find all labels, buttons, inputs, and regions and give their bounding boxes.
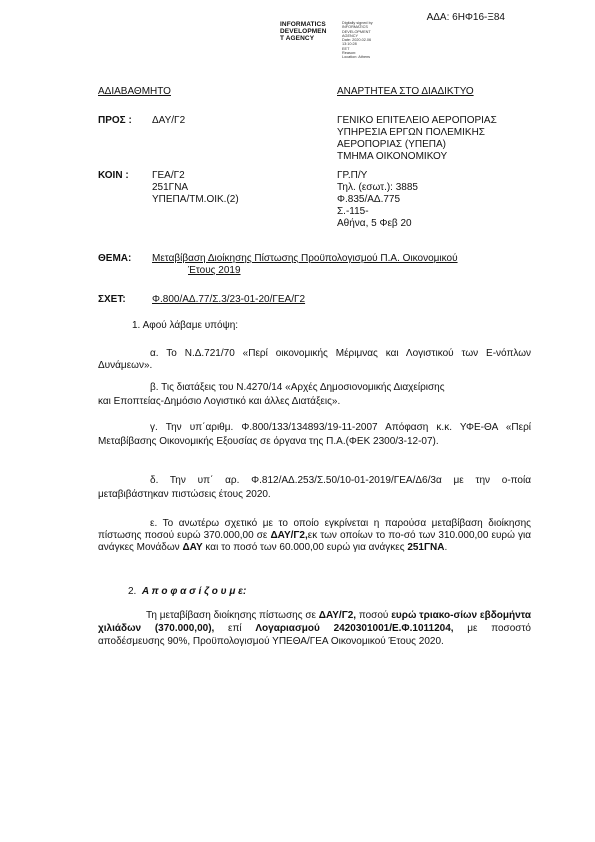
decision-paragraph: Τη μεταβίβαση διοίκησης πίστωσης σε ΔΑΥ/Γ2, ποσού ευρώ τριακο-σίων εβδομήντα χιλιάδων (370.000,00), επί Λογαριασμού 2420301001/Ε.Φ.1011204, με ποσοστό αποδέσμευσης 90%, Προϋπολογισμού ΥΠΕΘΑ/ΓΕΑ Οικονομικού Έτους 2020. — [98, 610, 532, 647]
reference-info: ΓΡ.Π/Υ Τηλ. (εσωτ.): 3885 Φ.835/ΑΔ.775 Σ.-115- Αθήνα, 5 Φεβ 20 — [337, 170, 418, 229]
signature-details: Digitally signed by INFORMATICS DEVELOPMENT AGENCY Date: 2020.02.06 13:10:28 EET Reason: Location: Athens — [342, 21, 373, 60]
item-e: ε. Το ανωτέρω σχετικό με το οποίο εγκρίνεται η παρούσα μεταβίβαση διοίκησης πίστωσης ποσού ευρώ 370.000,00 σε ΔΑΥ/Γ2,εκ των οποίων το πο-σό των 310.000,00 ευρώ για ανάγκες Μονάδων ΔΑΥ και το ποσό των 60.000,00 ευρώ για ανάγκες 251ΓΝΑ. — [98, 518, 531, 553]
classification-label: ΑΔΙΑΒΑΘΜΗΤΟ — [98, 86, 171, 97]
item-1-heading: 1. Αφού λάβαμε υπόψη: — [132, 320, 239, 331]
item-a: α. Το Ν.Δ.721/70 «Περί οικονομικής Μέριμνας και Λογιστικού των Ε-νόπλων Δυνάμεων». — [98, 348, 531, 371]
reference-value: Φ.800/ΑΔ.77/Σ.3/23-01-20/ΓΕΑ/Γ2 — [152, 294, 306, 305]
digital-signature-stamp — [280, 21, 380, 61]
item-g: γ. Την υπ΄αριθμ. Φ.800/133/134893/19-11-2007 Απόφαση κ.κ. ΥΦΕ-ΘΑ «Περί Μεταβίβασης Οικονομικής Εξουσίας σε όργανα της Π.Α.(ΦΕΚ 2300/3-12-07). — [98, 422, 531, 447]
koin-list: ΓΕΑ/Γ2 251ΓΝΑ ΥΠΕΠΑ/ΤΜ.ΟΙΚ.(2) — [152, 170, 239, 205]
ada-code: ΑΔΑ: 6ΗΦ16-Ξ84 — [426, 12, 505, 23]
sender-block: ΓΕΝΙΚΟ ΕΠΙΤΕΛΕΙΟ ΑΕΡΟΠΟΡΙΑΣ ΥΠΗΡΕΣΙΑ ΕΡΓΩΝ ΠΟΛΕΜΙΚΗΣ ΑΕΡΟΠΟΡΙΑΣ (ΥΠΕΠΑ) ΤΜΗΜΑ ΟΙΚΟΝΟΜΙΚΟΥ — [337, 115, 497, 162]
subject-label: ΘΕΜΑ: — [98, 253, 132, 264]
koin-label: ΚΟΙΝ : — [98, 170, 129, 181]
item-d: δ. Την υπ΄ αρ. Φ.812/ΑΔ.253/Σ.50/10-01-2019/ΓΕΑ/Δ6/3α με την ο-ποία μεταβιβάστηκαν πιστώσεις έτους 2020. — [98, 475, 531, 500]
item-b-line-2: και Εποπτείας-Δημόσιο Λογιστικό και άλλες Διατάξεις». — [98, 396, 341, 407]
to-value: ΔΑΥ/Γ2 — [152, 115, 186, 126]
reference-label: ΣΧΕΤ: — [98, 294, 126, 305]
signer-name: INFORMATICS DEVELOPMEN T AGENCY — [280, 21, 327, 42]
to-label: ΠΡΟΣ : — [98, 115, 132, 126]
publication-label: ΑΝΑΡΤΗΤΕΑ ΣΤΟ ΔΙΑΔΙΚΤΥΟ — [337, 86, 474, 97]
item-2-heading: 2. Α π ο φ α σ ί ζ ο υ μ ε: — [128, 586, 247, 597]
subject-text: Μεταβίβαση Διοίκησης Πίστωσης Προϋπολογισμού Π.Α. Οικονομικού Έτους 2019 — [152, 253, 458, 276]
item-b-line-1: β. Τις διατάξεις του Ν.4270/14 «Αρχές Δημοσιονομικής Διαχείρισης — [150, 382, 445, 393]
